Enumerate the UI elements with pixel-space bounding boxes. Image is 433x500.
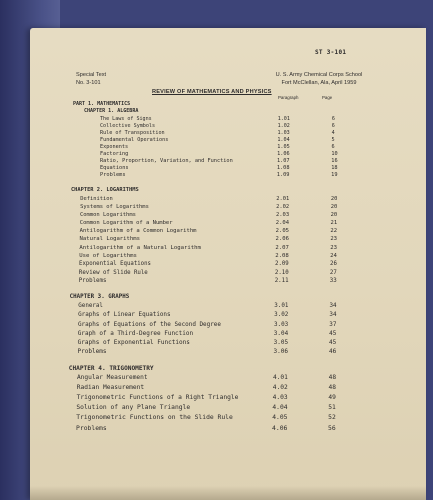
toc-entry-title: Problems bbox=[100, 172, 126, 178]
school-name: U. S. Army Chemical Corps School bbox=[275, 72, 363, 78]
toc-entry-paragraph: 2.07 bbox=[275, 245, 289, 251]
toc-entry-paragraph: 3.04 bbox=[273, 330, 289, 337]
toc-entry-page: 37 bbox=[329, 321, 337, 328]
toc-entry-page: 5 bbox=[331, 137, 335, 143]
toc-entry-title: Graphs of Equations of the Second Degree bbox=[77, 321, 221, 328]
toc-entry-paragraph: 4.04 bbox=[272, 404, 288, 411]
toc-entry-paragraph: 3.01 bbox=[274, 303, 289, 309]
toc-entry-page: 48 bbox=[328, 384, 336, 391]
special-text-line2: No. 3-101 bbox=[76, 80, 101, 86]
toc-entry-title: Rule of Transposition bbox=[100, 130, 165, 136]
toc-entry-title: Trigonometric Functions of a Right Triangle bbox=[76, 394, 239, 401]
toc-entry-title: Exponents bbox=[100, 144, 129, 150]
toc-entry-paragraph: 1.06 bbox=[277, 151, 290, 157]
toc-entry-page: 46 bbox=[328, 348, 337, 355]
page-bottom-shadow bbox=[30, 486, 426, 500]
toc-entry-page: 34 bbox=[329, 312, 337, 318]
toc-entry-page: 24 bbox=[330, 253, 337, 259]
toc-entry-page: 6 bbox=[331, 123, 335, 129]
toc-entry-page: 21 bbox=[330, 220, 338, 226]
document-title: REVIEW OF MATHEMATICS AND PHYSICS bbox=[152, 89, 272, 95]
toc-entry-paragraph: 2.04 bbox=[275, 220, 290, 226]
toc-entry-paragraph: 1.02 bbox=[277, 123, 290, 129]
toc-entry-title: Factoring bbox=[100, 151, 129, 157]
toc-entry-title: Angular Measurement bbox=[76, 374, 148, 381]
toc-entry-paragraph: 2.03 bbox=[275, 212, 290, 218]
toc-entry-page: 18 bbox=[331, 165, 338, 171]
toc-entry-paragraph: 1.04 bbox=[277, 137, 290, 143]
toc-entry-paragraph: 4.05 bbox=[272, 414, 288, 421]
toc-entry-paragraph: 2.11 bbox=[274, 278, 289, 284]
toc-entry-title: Radian Measurement bbox=[76, 384, 145, 391]
toc-entry-page: 22 bbox=[330, 228, 338, 234]
toc-entry-title: Problems bbox=[76, 424, 107, 432]
toc-entry-title: Common Logarithms bbox=[79, 212, 136, 218]
toc-entry-page: 23 bbox=[330, 236, 338, 242]
toc-entry-title: Graph of a Third-Degree Function bbox=[77, 330, 194, 337]
toc-entry-page: 48 bbox=[328, 374, 337, 381]
toc-entry-title: Natural Logarithms bbox=[79, 236, 140, 242]
toc-entry-page: 20 bbox=[330, 212, 338, 218]
toc-entry-page: 52 bbox=[328, 414, 336, 421]
toc-entry-title: Problems bbox=[78, 278, 107, 284]
toc-entry-page: 56 bbox=[328, 424, 336, 432]
toc-entry-paragraph: 4.06 bbox=[272, 424, 288, 432]
toc-entry-title: CHAPTER 4. TRIGONOMETRY bbox=[68, 365, 154, 372]
toc-entry-paragraph: 4.02 bbox=[272, 384, 288, 391]
toc-entry-title: Problems bbox=[77, 348, 107, 355]
toc-entry-page: 49 bbox=[328, 394, 336, 401]
toc-entry-paragraph: 3.05 bbox=[273, 339, 289, 346]
toc-entry-page: 10 bbox=[331, 151, 338, 157]
document-code: ST 3-101 bbox=[315, 49, 347, 56]
toc-entry-page: 45 bbox=[329, 339, 337, 346]
toc-entry-title: CHAPTER 1. ALGEBRA bbox=[84, 108, 139, 114]
special-text-label bbox=[76, 71, 106, 87]
toc-entry-paragraph: 4.03 bbox=[272, 394, 288, 401]
toc-entry-title: Fundamental Operations bbox=[100, 137, 169, 143]
toc-entry-paragraph: 1.05 bbox=[277, 144, 290, 150]
toc-entry-page: 20 bbox=[330, 204, 338, 210]
toc-entry-paragraph: 2.05 bbox=[275, 228, 289, 234]
toc-entry-title: Antilogarithm of a Common Logarithm bbox=[79, 228, 197, 234]
toc-entry-paragraph: 2.08 bbox=[275, 253, 289, 259]
toc-entry-paragraph: 2.01 bbox=[276, 196, 290, 202]
toc-entry-title: PART 1. MATHEMATICS bbox=[73, 101, 131, 107]
toc-entry-paragraph: 4.01 bbox=[272, 374, 288, 381]
toc-entry-title: Ratio, Proportion, Variation, and Function bbox=[100, 158, 233, 164]
toc-entry-page: 34 bbox=[329, 303, 337, 309]
toc-entry-title: Definition bbox=[80, 196, 113, 202]
toc-entry-title: Use of Logarithms bbox=[79, 253, 137, 259]
toc-entry-paragraph: 3.03 bbox=[273, 321, 289, 328]
toc-entry-page: 45 bbox=[329, 330, 337, 337]
toc-entry-title: Collective Symbols bbox=[100, 123, 156, 129]
toc-entry-page: 19 bbox=[331, 172, 338, 178]
toc-entry-paragraph: 3.02 bbox=[274, 312, 289, 318]
toc-entry-title: The Laws of Signs bbox=[100, 116, 152, 122]
toc-entry-page: 20 bbox=[330, 196, 338, 202]
toc-entry-paragraph: 1.01 bbox=[277, 116, 290, 122]
toc-entry-paragraph: 3.06 bbox=[273, 348, 288, 355]
toc-entry-title: Trigonometric Functions on the Slide Rule bbox=[76, 414, 233, 421]
toc-entry-page: 27 bbox=[329, 270, 337, 276]
toc-entry-page: 33 bbox=[329, 278, 337, 284]
toc-entry-page: 23 bbox=[330, 245, 337, 251]
toc-entry-title: Graphs of Exponential Functions bbox=[77, 339, 190, 346]
toc-entry-paragraph: 1.07 bbox=[276, 158, 290, 164]
toc-entry-title: Equations bbox=[100, 165, 129, 171]
toc-entry-title: Graphs of Linear Equations bbox=[78, 312, 171, 318]
toc-entry-page: 4 bbox=[331, 130, 335, 136]
special-text-line1: Special Text bbox=[76, 72, 107, 78]
toc-entry-paragraph: 1.09 bbox=[276, 172, 290, 178]
toc-entry-paragraph: 2.06 bbox=[275, 236, 289, 242]
toc-entry-title: CHAPTER 2. LOGARITHMS bbox=[70, 187, 139, 193]
toc-entry-paragraph: 2.09 bbox=[275, 261, 289, 267]
toc-entry-paragraph: 2.02 bbox=[276, 204, 290, 210]
toc-entry-title: CHAPTER 3. GRAPHS bbox=[69, 294, 130, 300]
document-page bbox=[30, 28, 426, 500]
school-location-date: Fort McClellan, Ala, April 1959 bbox=[281, 80, 357, 86]
toc-entry-page: 51 bbox=[328, 404, 336, 411]
toc-entry-page: 6 bbox=[331, 144, 335, 150]
toc-entry-title: Systems of Logarithms bbox=[80, 204, 149, 210]
column-header-paragraph: Paragraph bbox=[278, 95, 299, 100]
toc-entry-paragraph: 1.08 bbox=[276, 165, 290, 171]
toc-entry-page: 16 bbox=[331, 158, 338, 164]
toc-entry-title: Exponential Equations bbox=[79, 261, 151, 267]
toc-entry-title: Antilogarithm of a Natural Logarithm bbox=[79, 245, 201, 251]
toc-entry-title: General bbox=[78, 303, 103, 309]
toc-entry-title: Review of Slide Rule bbox=[78, 270, 148, 276]
toc-entry-paragraph: 2.10 bbox=[274, 270, 289, 276]
column-header-page: Page bbox=[322, 95, 333, 100]
toc-entry-title: Common Logarithm of a Number bbox=[79, 220, 173, 226]
toc-entry-page: 6 bbox=[331, 116, 335, 122]
school-header bbox=[249, 71, 389, 87]
toc-entry-page: 26 bbox=[330, 261, 337, 267]
toc-entry-title: Solution of any Plane Triangle bbox=[76, 404, 191, 411]
toc-entry-paragraph: 1.03 bbox=[277, 130, 290, 136]
